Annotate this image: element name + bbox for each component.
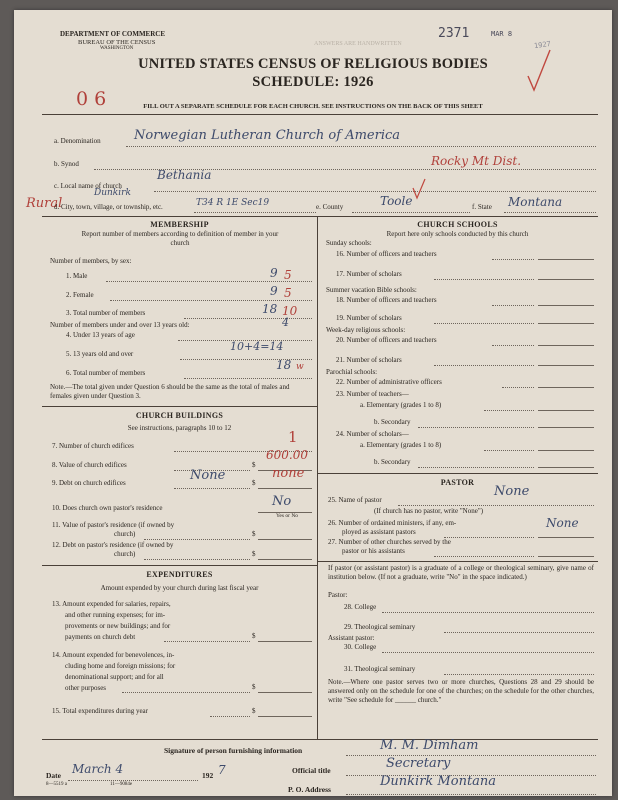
- synod-label: b. Synod: [54, 160, 79, 168]
- q10-label: 10. Does church own pastor's residence: [52, 504, 163, 512]
- census-schedule-sheet: DEPARTMENT OF COMMERCE BUREAU OF THE CENSUS WASHINGTON ANSWERS ARE HANDWRITTEN 2371 MAR 8 1927 UNITED STATES CENSUS OF RELIGIOUS BODIES SCHEDULE: 1926 0 6 FILL OUT A SEPARATE SCHEDULE FOR EACH CHURCH. SEE INSTRUCTIONS ON THE BACK OF THIS SHEET a. Denomination Norwegian Lutheran Church of America b. Synod Rocky Mt Dist. c. Local name of church Bethania Rural Dunkirk d. City, town, village, or township, etc. T34 R 1E Sec19 e. County Toole f. State Montana MEMBERSHIP Report number of members according to definition of member in your church Number of members, by sex: 1. Male 9 5 2. Female 9 5 3. Total number of members 18 10 Number of members under and over 13 years old: 4. Under 13 years of age 4 5. 13 years old and over 10+4=14 6. Total number of members 18 w Note.—The total given under Question 6 should be the same as the total of males and females given under Question 3. CHURCH BUILDINGS See instructions, paragraphs 10 to 12 7. Number of church edifices 1 8. Value of church edifices $ 600.00 9. Debt on church edifices $ None none 10. Does church own pastor's residence No Yes or No 11. Value of pastor's residence (if owned by church) $ 12. Debt on pastor's residence (if owned by church) $ EXPENDITURES Amount expended by your church during last fiscal year 13. Amount expended for salaries, repairs, and other running expenses; for im- provements or new buildings; and for payments on church debt $ 14. Amount expended for benevolences, in- cluding home and foreign missions; for denominational support; and for all other purposes $ 15. Total expenditures during year $ CHURCH SCHOOLS Report here only schools conducted by this church Sunday schools: 16. Number of officers and teachers 17. Number of scholars Summer vacation Bible schools: 18. Number of officers and teachers 19. Number of scholars Week-day religious schools: 20. Number of officers and teachers 21. Number of scholars Parochial schools: 22. Number of administrative officers 23. Number of teachers— a. Elementary (grades 1 to 8) b. Secondary 24. Number of scholars— a. Elementary (grades 1 to 8) b. Secondary PASTOR 25. Name of pastor None (If church has no pastor, write "None") 26. Number of ordained ministers, if any, em- ployed as assistant pastors None 27. Number of other churches served by the pastor or his assistants If pastor (or assistant pastor) is a graduate of a college or theological seminary, give name of institution below. (If not a graduate, write "No" in the space indicated.) Pastor: 28. College 29. Theological seminary Assistant pastor: 30. College 31. Theological seminary Note.—Where one pastor serves two or more churches, Questions 28 and 29 should be answered only on the schedule for one of the churches; on the schedule for the other churches, write "See schedule for ______ church." Signature of person furnishing information M. M. Dimham Official title Secretary Date March 4 192 7 P. O. Address Dunkirk Montana 8—5519 a 11—9084e: [14, 10, 612, 796]
- q30-label: 30. College: [344, 643, 377, 651]
- q2-red-value: 5: [284, 286, 292, 300]
- q9-value: None: [190, 468, 226, 483]
- q24-label: 24. Number of scholars—: [336, 430, 409, 438]
- q11-label: 11. Value of pastor's residence (if owned by: [52, 521, 175, 529]
- pastor-note: Note.—Where one pastor serves two or more churches, Questions 28 and 29 should be answered only on the schedule for one of the churches; on the schedule for the other churches, write "See schedule for ______ church.": [328, 678, 594, 704]
- header-divider: [42, 114, 598, 115]
- pastor-heading: PASTOR: [440, 478, 475, 487]
- q7-value: 1: [288, 428, 298, 446]
- q5-value: 10+4=14: [230, 340, 284, 353]
- q3-label: 3. Total number of members: [66, 309, 146, 317]
- q22-label: 22. Number of administrative officers: [336, 378, 442, 386]
- official-title-label: Official title: [292, 766, 331, 775]
- q23-label: 23. Number of teachers—: [336, 390, 409, 398]
- q10-value: No: [272, 494, 292, 509]
- q2-value: 9: [270, 284, 278, 298]
- date-value: March 4: [72, 762, 124, 776]
- county-value: Toole: [380, 194, 413, 208]
- q5-label: 5. 13 years old and over: [66, 350, 134, 358]
- local-name-value: Bethania: [157, 168, 212, 182]
- synod-value: Rocky Mt Dist.: [431, 154, 522, 168]
- graduate-note: If pastor (or assistant pastor) is a graduate of a college or theological seminary, give name of institution below. (If not a graduate, write "No" in the space indicated.): [328, 564, 594, 581]
- q1-label: 1. Male: [66, 272, 88, 280]
- year-value: 7: [218, 763, 226, 777]
- address-value: Dunkirk Montana: [380, 774, 497, 789]
- form-title: UNITED STATES CENSUS OF RELIGIOUS BODIES: [138, 56, 488, 72]
- sunday-label: Sunday schools:: [326, 239, 372, 247]
- q16-label: 16. Number of officers and teachers: [336, 250, 437, 258]
- q23a-label: a. Elementary (grades 1 to 8): [360, 401, 442, 409]
- q15-label: 15. Total expenditures during year: [52, 707, 148, 715]
- q25-label: 25. Name of pastor: [328, 496, 382, 504]
- q13-label: 13. Amount expended for salaries, repairs, and other running expenses; for im- provements or new buildings; and for payments on church debt: [52, 600, 171, 641]
- q4-value: 4: [282, 316, 289, 329]
- membership-note: Note.—The total given under Question 6 should be the same as the total of males and females given under Question 3.: [50, 383, 290, 400]
- q9-label: 9. Debt on church edifices: [52, 479, 126, 487]
- q12-label: 12. Debt on pastor's residence (if owned by: [52, 541, 174, 549]
- denomination-value: Norwegian Lutheran Church of America: [134, 128, 401, 143]
- q23b-label: b. Secondary: [374, 418, 411, 426]
- q9-value-red: none: [272, 466, 305, 481]
- denomination-label: a. Denomination: [54, 137, 101, 145]
- q7-label: 7. Number of church edifices: [52, 442, 134, 450]
- schools-sub: Report here only schools conducted by this church: [386, 230, 529, 238]
- q26-label: 26. Number of ordained ministers, if any, em-: [328, 519, 457, 527]
- q24b-label: b. Secondary: [374, 458, 411, 466]
- q3-value: 18: [262, 302, 278, 316]
- address-label: P. O. Address: [288, 785, 331, 794]
- county-label: e. County: [316, 203, 344, 211]
- local-name-label: c. Local name of church: [54, 182, 122, 190]
- q24a-label: a. Elementary (grades 1 to 8): [360, 441, 442, 449]
- q10-hint: Yes or No: [276, 513, 299, 519]
- section-divider: [42, 216, 598, 217]
- q27-label: 27. Number of other churches served by the: [328, 538, 451, 546]
- stamp-year: 1927: [533, 39, 552, 51]
- faint-stamp: ANSWERS ARE HANDWRITTEN: [314, 41, 402, 47]
- q1-red-value: 5: [284, 268, 292, 282]
- bottom-divider: [42, 739, 598, 740]
- under-over-label: Number of members under and over 13 years old:: [50, 321, 190, 329]
- city-value: T34 R 1E Sec19: [196, 198, 270, 208]
- state-label: f. State: [472, 203, 492, 211]
- bureau-name: BUREAU OF THE CENSUS: [78, 39, 156, 46]
- print-code: 11—9084e: [110, 782, 133, 787]
- city-name: WASHINGTON: [100, 46, 134, 51]
- red-check-icon: [412, 178, 426, 200]
- year-prefix: 192: [202, 771, 214, 780]
- q21-label: 21. Number of scholars: [336, 356, 402, 364]
- buildings-sub: See instructions, paragraphs 10 to 12: [127, 424, 232, 432]
- q29-label: 29. Theological seminary: [344, 623, 416, 631]
- fill-out-instruction: FILL OUT A SEPARATE SCHEDULE FOR EACH CHURCH. SEE INSTRUCTIONS ON THE BACK OF THIS SHEET: [143, 103, 483, 110]
- rural-mark: Rural: [26, 196, 63, 211]
- q1-value: 9: [270, 266, 278, 280]
- pastor-label: Pastor:: [328, 591, 348, 599]
- date-label: Date: [46, 771, 61, 780]
- q25-hint: (If church has no pastor, write "None"): [374, 507, 484, 515]
- schools-heading: CHURCH SCHOOLS: [417, 220, 498, 229]
- assistant-label: Assistant pastor:: [328, 634, 375, 642]
- q20-label: 20. Number of officers and teachers: [336, 336, 437, 344]
- q4-label: 4. Under 13 years of age: [66, 331, 135, 339]
- q3-red-value: 10: [282, 304, 298, 318]
- signature-value: M. M. Dimham: [380, 738, 479, 753]
- q28-label: 28. College: [344, 603, 377, 611]
- membership-heading: MEMBERSHIP: [150, 220, 209, 229]
- q14-label: 14. Amount expended for benevolences, in- cluding home and foreign missions; for denominational support; and for all other purposes: [52, 651, 176, 692]
- stamp-number: 2371: [438, 26, 470, 41]
- form-subtitle: SCHEDULE: 1926: [252, 74, 374, 90]
- q31-label: 31. Theological seminary: [344, 665, 416, 673]
- official-title-value: Secretary: [386, 756, 451, 771]
- city-value-above: Dunkirk: [94, 188, 131, 198]
- by-sex-label: Number of members, by sex:: [50, 257, 132, 265]
- q25-value: None: [494, 484, 530, 499]
- signature-label: Signature of person furnishing information: [164, 746, 303, 755]
- form-code: 8—5519 a: [46, 782, 67, 787]
- stamp-date: MAR 8: [491, 30, 513, 38]
- parochial-label: Parochial schools:: [326, 368, 378, 376]
- state-value: Montana: [508, 195, 563, 209]
- q26-value: None: [546, 516, 579, 530]
- q6-label: 6. Total number of members: [66, 369, 146, 377]
- summer-label: Summer vacation Bible schools:: [326, 286, 417, 294]
- q17-label: 17. Number of scholars: [336, 270, 402, 278]
- q8-value: 600.00: [266, 448, 308, 462]
- city-label: d. City, town, village, or township, etc.: [54, 203, 163, 211]
- expenditures-sub: Amount expended by your church during last fiscal year: [100, 584, 259, 592]
- q6-red-value: w: [296, 362, 304, 372]
- expenditures-heading: EXPENDITURES: [146, 570, 213, 579]
- q19-label: 19. Number of scholars: [336, 314, 402, 322]
- code-mark: 0 6: [76, 88, 107, 110]
- membership-intro: Report number of members according to definition of member in your church: [81, 230, 279, 247]
- buildings-heading: CHURCH BUILDINGS: [135, 411, 224, 420]
- q6-value: 18: [276, 358, 292, 372]
- q8-label: 8. Value of church edifices: [52, 461, 127, 469]
- q2-label: 2. Female: [66, 291, 94, 299]
- weekday-label: Week-day religious schools:: [326, 326, 406, 334]
- q18-label: 18. Number of officers and teachers: [336, 296, 437, 304]
- department-name: DEPARTMENT OF COMMERCE: [60, 30, 166, 38]
